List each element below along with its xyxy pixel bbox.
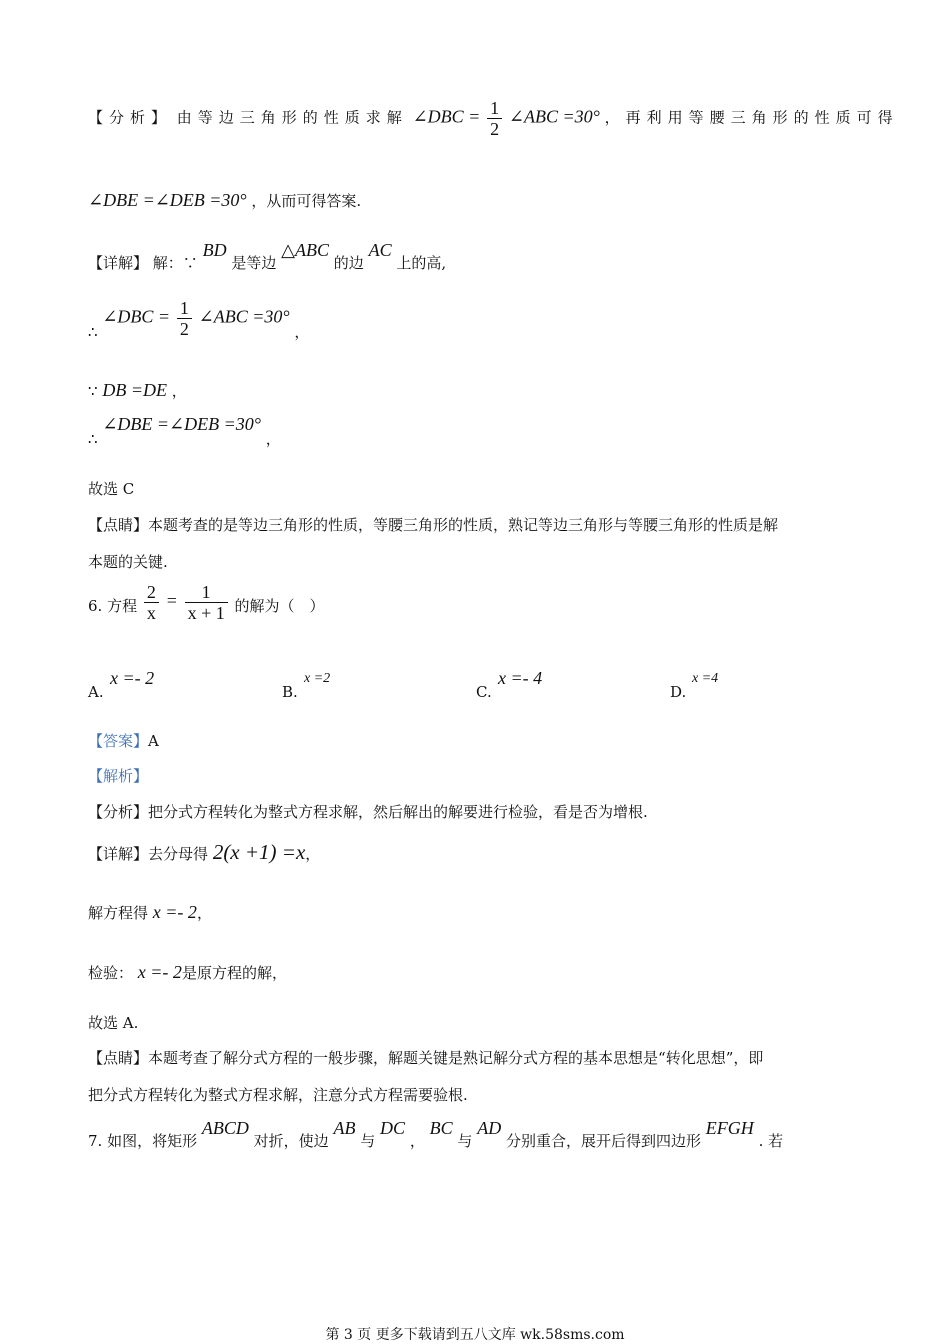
detail-label: 【详解】 (88, 254, 149, 272)
math-expression: x =- 2 (152, 902, 197, 922)
equals-sign: = (165, 590, 178, 611)
punctuation: ， (294, 322, 310, 341)
analysis-text: 把分式方程转化为整式方程求解，然后解出的解要进行检验，看是否为增根. (148, 803, 648, 821)
comment-label: 【点睛】 (88, 1049, 149, 1067)
q5-step2 (88, 380, 187, 401)
comment-text: 本题考查了解分式方程的一般步骤，解题关键是熟记解分式方程的基本思想是“转化思想”，即 (148, 1049, 764, 1067)
q6-check (88, 962, 287, 983)
comment-text: 本题考查的是等边三角形的性质，等腰三角形的性质，熟记等边三角形与等腰三角形的性质是解 (148, 516, 779, 534)
option-b-value: x =2 (304, 671, 331, 686)
q6-choose: 故选 A. (88, 1014, 139, 1032)
analysis-text: ，从而可得答案. (251, 192, 362, 210)
option-d-label: D. (670, 683, 687, 701)
analysis-text: 由等边三角形的性质求解 (176, 108, 408, 127)
punctuation: ， (265, 430, 281, 448)
fraction-rhs: $\frac{1}{x + 1}$ (185, 582, 228, 623)
option-d-value: x =4 (692, 671, 719, 686)
answer-value: A (148, 732, 159, 750)
punctuation: ， (196, 904, 212, 922)
math-expression: ∠DBE =∠DEB =30° (102, 414, 261, 434)
q6-explain-label: 【解析】 (88, 767, 149, 785)
comment-label: 【点睛】 (88, 516, 149, 534)
detail-text: 是等边 (231, 254, 277, 272)
question-text: 与 (360, 1132, 376, 1150)
detail-text: 去分母得 (148, 845, 209, 863)
q6-analysis (88, 801, 648, 822)
question-number: 6. 方程 (88, 596, 138, 615)
option-a-label: A. (88, 683, 104, 701)
detail-text: 的边 (333, 254, 364, 272)
math-abcd: ABCD (201, 1118, 249, 1138)
fraction-half: $\frac{1}{2}$ (487, 98, 502, 139)
detail-text: 上的高, (396, 254, 447, 272)
question-text: ， (409, 1132, 425, 1150)
q5-analysis-line2 (88, 190, 361, 211)
math-efgh: EFGH (705, 1118, 754, 1138)
math-triangle-abc: △ABC (281, 240, 330, 260)
question-text: 分别重合，展开后得到四边形 (506, 1132, 702, 1150)
fraction-half: $\frac{1}{2}$ (177, 298, 192, 339)
option-b-label: B. (282, 683, 298, 701)
page-footer: 第 3 页 更多下载请到五八文库 wk.58sms.com (325, 1327, 625, 1343)
punctuation: ， (171, 382, 187, 400)
q5-comment-line2: 本题的关键. (88, 553, 168, 571)
math-expression: 2(x +1) =x (212, 840, 306, 864)
math-expression: ∠DBE =∠DEB =30° (88, 190, 247, 210)
answer-label: 【答案】 (88, 732, 149, 750)
math-ac: AC (368, 240, 392, 260)
q5-analysis-line (88, 98, 899, 139)
question-text: 7. 如图，将矩形 (88, 1132, 198, 1150)
punctuation: ， (305, 845, 321, 863)
question-text: 对折，使边 (253, 1132, 329, 1150)
option-c-label: C. (476, 683, 492, 701)
q6-answer (88, 730, 159, 751)
q5-comment-line1 (88, 514, 778, 535)
math-expression: ∠ABC =30° (508, 106, 600, 127)
question-text: 与 (457, 1132, 473, 1150)
math-bd: BD (202, 240, 227, 260)
therefore-symbol: ∴ (88, 322, 98, 341)
analysis-text: ，再利用等腰三角形的性质可得 (604, 108, 899, 127)
math-expression: ∠ABC =30° (198, 306, 290, 327)
q6-detail (88, 840, 320, 865)
option-a-value: x =- 2 (110, 668, 155, 688)
analysis-label: 【分析】 (88, 108, 173, 127)
math-ad: AD (477, 1118, 502, 1138)
q6-solve (88, 902, 212, 923)
math-expression: DB =DE (102, 380, 167, 400)
check-text: 是原方程的解， (181, 964, 287, 982)
detail-text: 解：∵ (152, 254, 198, 272)
solve-text: 解方程得 (88, 904, 149, 922)
q6-comment-line2: 把分式方程转化为整式方程求解，注意分式方程需要验根. (88, 1086, 468, 1104)
detail-label: 【详解】 (88, 845, 149, 863)
math-expression: ∠DBC = (102, 306, 171, 327)
q6-comment-line1 (88, 1047, 763, 1068)
option-c-value: x =- 4 (498, 668, 543, 688)
math-bc: BC (429, 1118, 453, 1138)
therefore-symbol: ∴ (88, 430, 98, 448)
math-expression: x =- 2 (137, 962, 182, 982)
math-ab: AB (333, 1118, 356, 1138)
q6-question (88, 582, 325, 623)
question-text: 的解为（ ） (234, 596, 325, 615)
because-symbol: ∵ (88, 382, 98, 400)
math-expression: ∠DBC = (412, 106, 481, 127)
fraction-lhs: $\frac{2}{x}$ (144, 582, 159, 623)
q5-step3 (88, 414, 281, 448)
q5-detail-line (88, 240, 447, 273)
math-dc: DC (380, 1118, 406, 1138)
q7-question (88, 1118, 784, 1151)
check-text: 检验： (88, 964, 134, 982)
q5-step1 (88, 298, 309, 339)
question-text: . 若 (758, 1132, 784, 1150)
q5-choose: 故选 C (88, 480, 135, 498)
analysis-label: 【分析】 (88, 803, 149, 821)
